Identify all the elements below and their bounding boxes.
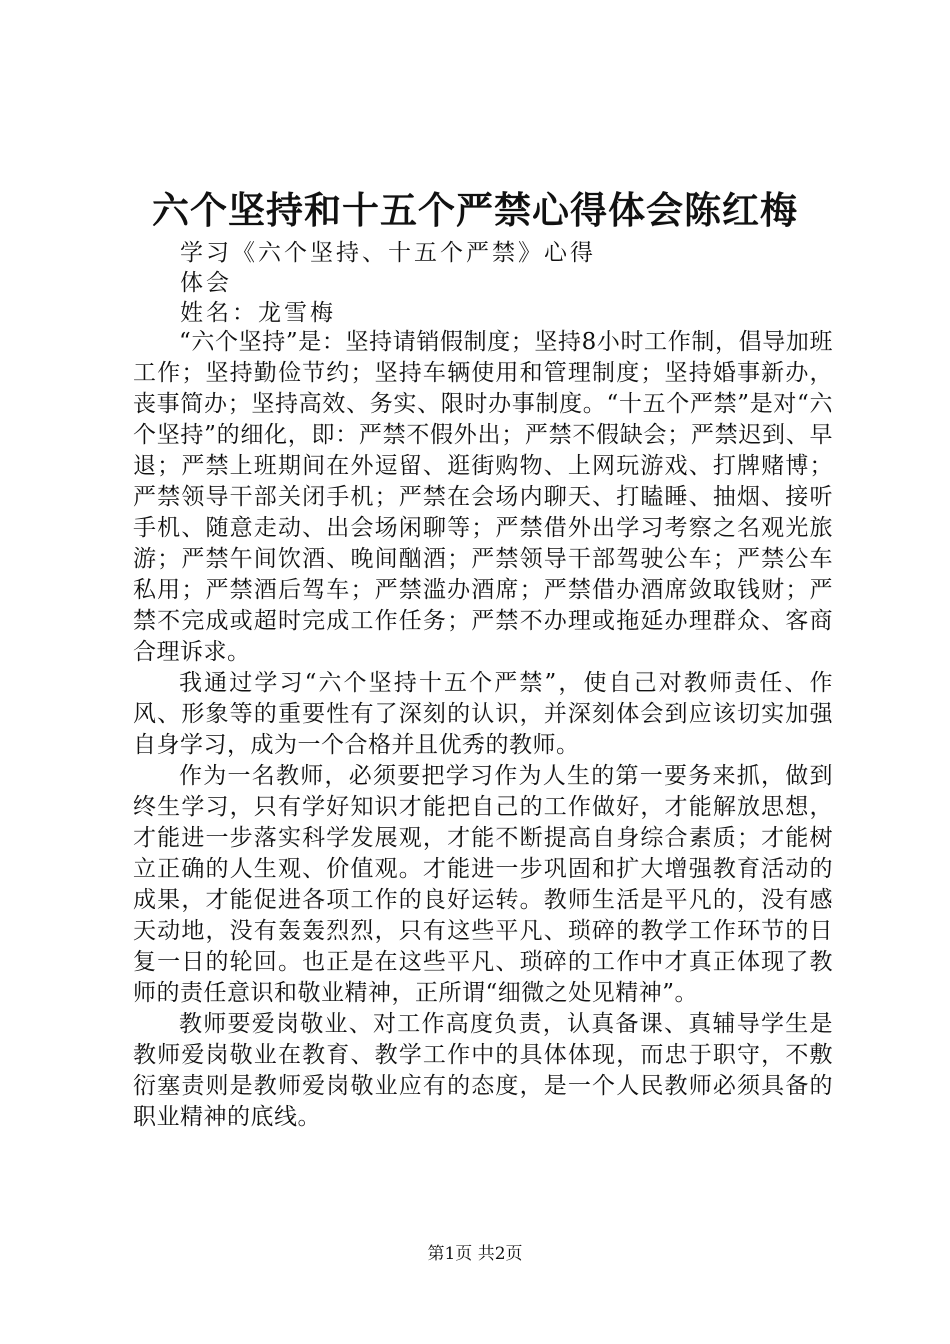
author-line: 姓名：龙雪梅	[180, 300, 336, 326]
paragraph-2: 我通过学习“六个坚持十五个严禁”，使自己对教师责任、作风、形象等的重要性有了深刻的认识，并深刻体会到应该切实加强自身学习，成为一个合格并且优秀的教师。	[133, 670, 833, 758]
paragraph-3: 作为一名教师，必须要把学习作为人生的第一要务来抓，做到终生学习，只有学好知识才能把自己的工作做好，才能解放思想，才能进一步落实科学发展观，才能不断提高自身综合素质；才能树立正确的人生观、价值观。才能进一步巩固和扩大增强教育活动的成果，才能促进各项工作的良好运转。教师生活是平凡的，没有感天动地，没有轰轰烈烈，只有这些平凡、琐碎的教学工作环节的日复一日的轮回。也正是在这些平凡、琐碎的工作中才真正体现了教师的责任意识和敬业精神，正所谓“细微之处见精神”。	[133, 763, 833, 1006]
document-title: 六个坚持和十五个严禁心得体会陈红梅	[152, 189, 798, 232]
document-body	[133, 327, 833, 1133]
subtitle-line-2: 体会	[180, 270, 232, 296]
page-footer: 第1页 共2页	[427, 1244, 523, 1264]
paragraph-1: “六个坚持”是：坚持请销假制度；坚持8小时工作制，倡导加班工作；坚持勤俭节约；坚持车辆使用和管理制度；坚持婚事新办，丧事简办；坚持高效、务实、限时办事制度。“十五个严禁”是对“六个坚持”的细化，即：严禁不假外出；严禁不假缺会；严禁迟到、早退；严禁上班期间在外逗留、逛街购物、上网玩游戏、打牌赌博；严禁领导干部关闭手机；严禁在会场内聊天、打瞌睡、抽烟、接听手机、随意走动、出会场闲聊等；严禁借外出学习考察之名观光旅游；严禁午间饮酒、晚间酗酒；严禁领导干部驾驶公车；严禁公车私用；严禁酒后驾车；严禁滥办酒席；严禁借办酒席敛取钱财；严禁不完成或超时完成工作任务；严禁不办理或拖延办理群众、客商合理诉求。	[133, 329, 833, 665]
subtitle-line-1: 学习《六个坚持、十五个严禁》心得	[180, 240, 596, 266]
paragraph-4: 教师要爱岗敬业、对工作高度负责，认真备课、真辅导学生是教师爱岗敬业在教育、教学工作中的具体体现，而忠于职守，不敷衍塞责则是教师爱岗敬业应有的态度，是一个人民教师必须具备的职业精神的底线。	[133, 1011, 833, 1130]
